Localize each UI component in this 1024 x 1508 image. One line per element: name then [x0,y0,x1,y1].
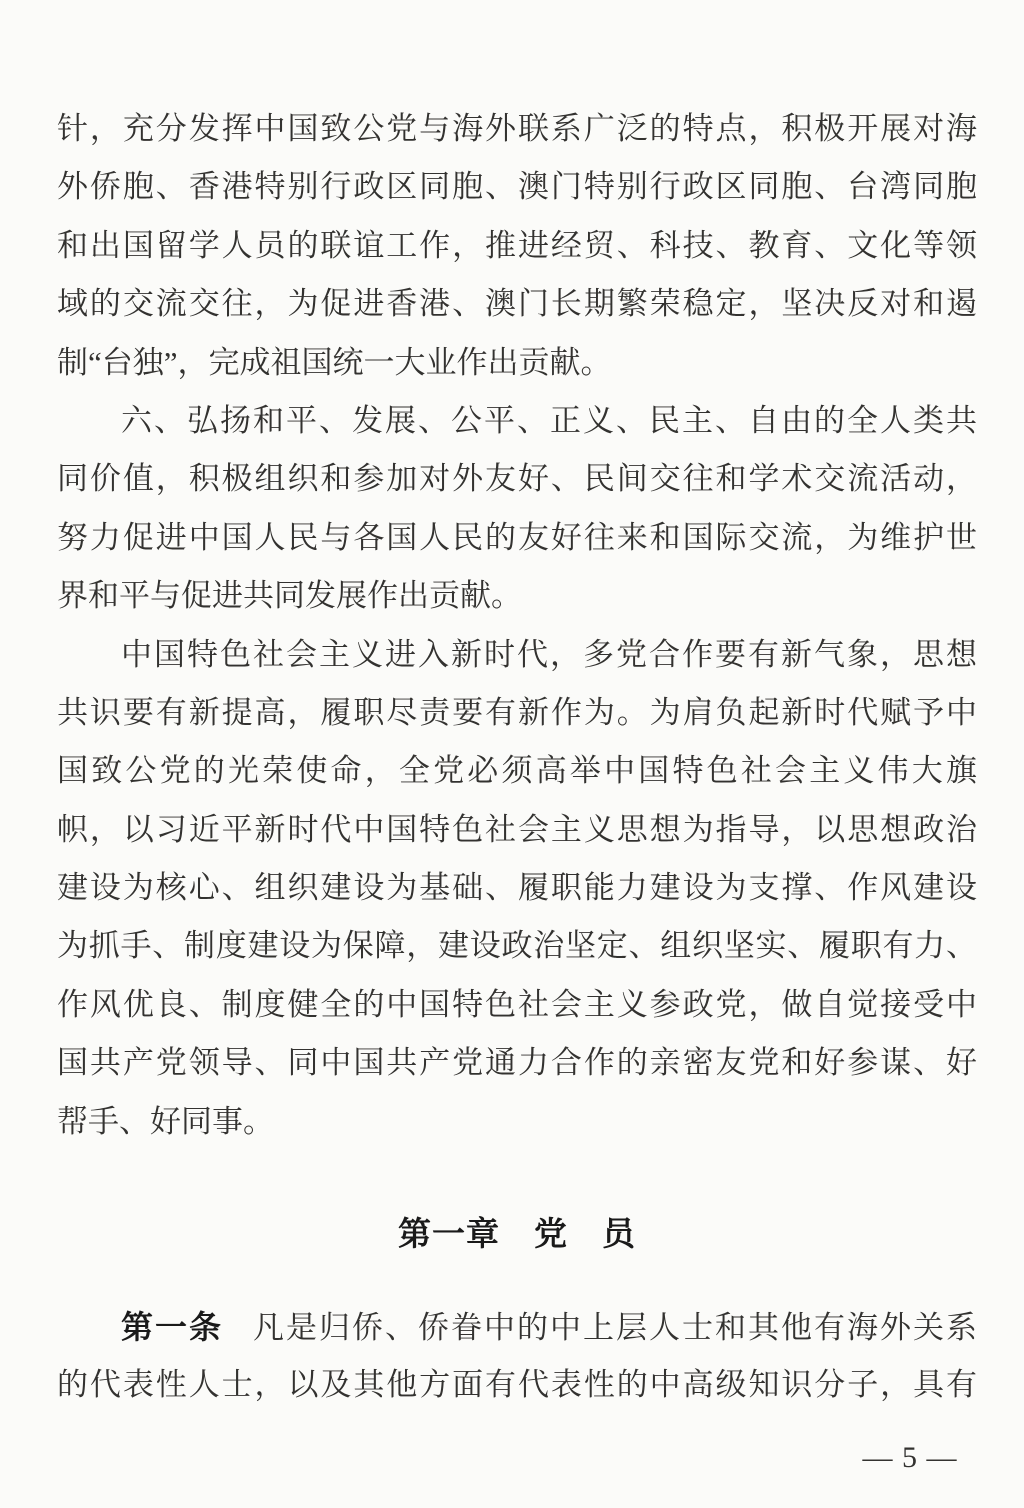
page-number: — 5 — [862,1441,958,1474]
text-line [57,1298,977,1356]
text-line: 界和平与促进共同发展作出贡献。 [57,578,522,614]
text-line: 国致公党的光荣使命，全党必须高举中国特色社会主义伟大旗 [57,753,977,789]
text-line: 同价值，积极组织和参加对外友好、民间交往和学术交流活动， [57,461,977,497]
text-line: 域的交流交往，为促进香港、澳门长期繁荣稳定，坚决反对和遏 [57,286,977,322]
text-line: 六、弘扬和平、发展、公平、正义、民主、自由的全人类共 [121,402,977,438]
article-first-line-text: 凡是归侨、侨眷中的中上层人士和其他有海外关系 [253,1310,977,1345]
text-line: 帮手、好同事。 [57,1103,274,1139]
article-number-label: 第一条 [121,1309,223,1345]
text-line: 共识要有新提高，履职尽责要有新作为。为肩负起新时代赋予中 [57,694,977,730]
text-line: 和出国留学人员的联谊工作，推进经贸、科技、教育、文化等领 [57,227,977,263]
document-body [57,100,977,1151]
text-line: 中国特色社会主义进入新时代，多党合作要有新气象，思想 [121,636,977,672]
text-line: 制“台独”，完成祖国统一大业作出贡献。 [57,344,612,380]
text-line: 努力促进中国人民与各国人民的友好往来和国际交流，为维护世 [57,519,977,555]
text-line: 外侨胞、香港特别行政区同胞、澳门特别行政区同胞、台湾同胞 [57,169,977,205]
chapter-heading: 第一章 党 员 [398,1215,636,1252]
article-paragraph [57,1298,977,1415]
text-line: 帜，以习近平新时代中国特色社会主义思想为指导，以思想政治 [57,811,977,847]
text-line: 国共产党领导、同中国共产党通力合作的亲密友党和好参谋、好 [57,1045,977,1081]
text-line: 作风优良、制度健全的中国特色社会主义参政党，做自觉接受中 [57,986,977,1022]
text-line: 建设为核心、组织建设为基础、履职能力建设为支撑、作风建设 [57,870,977,906]
text-line: 针，充分发挥中国致公党与海外联系广泛的特点，积极开展对海 [57,111,977,146]
text-line: 的代表性人士，以及其他方面有代表性的中高级知识分子，具有 [57,1367,977,1403]
text-line: 为抓手、制度建设为保障，建设政治坚定、组织坚实、履职有力、 [57,928,977,964]
